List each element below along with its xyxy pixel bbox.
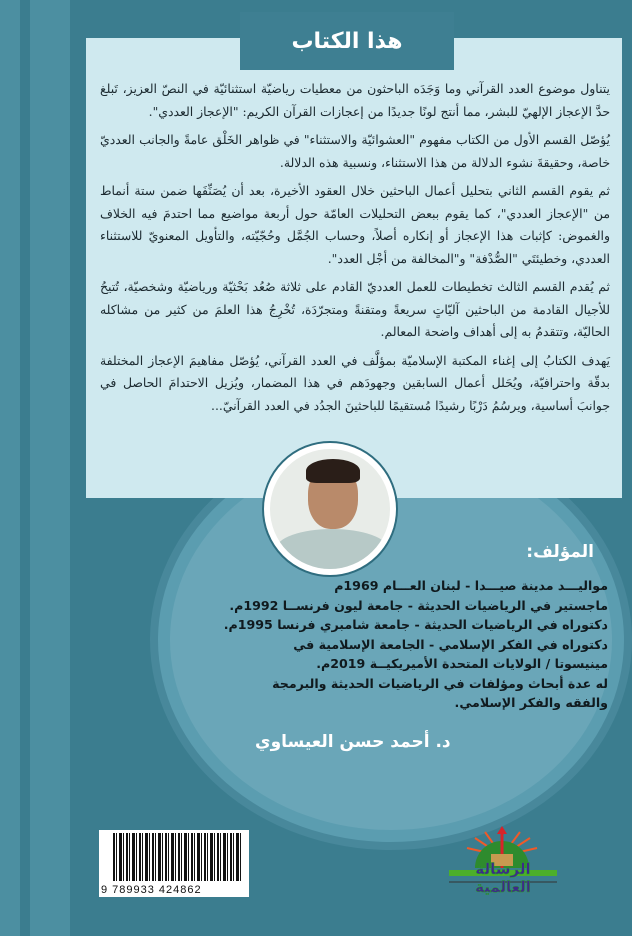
section-title — [240, 12, 454, 70]
decorative-stripe — [0, 0, 20, 936]
bio-line: مواليـــد مدينة صيـــدا - لبنان العـــام 1969م — [334, 578, 608, 593]
bio-line: مينيسوتا / الولايات المتحدة الأميريكيــة 2019م. — [316, 656, 608, 671]
paragraph: ثم يُقدم القسم الثالث تخطيطات للعمل العدديّ القادم على ثلاثة صُعُد بَحْثيّة ورياضيّة وشخصيّة، تُتيحُ للأجيال القادمة من الباحثين آليّاتٍ سريعةً ومتقنةً ومتجرّدَة، تُخْرِجُ هذا العلمَ من كثير من مشاكله الحاليّة، وتتقدمُ به إلى أهداف واضحة المعالم. — [100, 279, 610, 339]
bio-line: دكتوراه في الرياضيات الحديثة - جامعة شامبري فرنسا 1995م. — [223, 617, 608, 632]
decorative-stripe — [30, 0, 70, 936]
barcode — [99, 830, 249, 897]
bio-line: دكتوراه في الفكر الإسلامي - الجامعة الإسلامية في — [293, 636, 608, 652]
author-bio — [208, 576, 608, 713]
book-description — [100, 78, 610, 423]
publisher-logo-text: الرسالة العالمية — [475, 860, 531, 896]
paragraph: ثم يقوم القسم الثاني بتحليل أعمال الباحثين خلال العقود الأخيرة، بعد أن يُصَنِّفَها ضمن ستة أنماط من "الإعجاز العددي"، كما يقوم ببعض التحليلات العامّة حول أربعة مواضيع مما احتدمَ فيه الخلاف والغموض: كإثبات هذا الإعجاز أو إنكاره أصلاً، وحساب الجُمَّل وحُجّيّته، والتأويل المعنويّ للاستثناء العددي، وخطيئتَي "الصُّدْفة" و"المخالفة من أجْل العدد". — [100, 183, 610, 266]
isbn-number: 9 789933 424862 — [101, 884, 202, 896]
paragraph: يَهدف الكتابُ إلى إغناء المكتبة الإسلاميّة بمؤلَّف في العدد القرآني، يُؤصّل مفاهيمَ الإعجاز المختلفة بدقّة واحترافيّة، ويُحَلل أعمال السابقين وجهودَهم في هذا المضمار، ويُزيل الاحتدامَ الحاصل في جوانبَ أساسية، ويرسُمُ دَرْبًا رشيدًا مُستقيمًا للباحثينَ الجدُد في العدد القرآنيّ... — [100, 352, 610, 413]
author-photo — [262, 441, 398, 577]
author-heading: المؤلف: — [526, 542, 594, 562]
bio-line: ماجستير في الرياضيات الحديثة - جامعة ليون فرنســا 1992م. — [229, 597, 608, 613]
paragraph: يُؤصّل القسم الأول من الكتاب مفهوم "العشوائيّة والاستثناء" في ظواهر الخَلْق عامةً والجانب العدديّ خاصة، وحقيقةَ نشوء الدلالة من هذا الاستثناء، ونسبية هذه الدلالة. — [100, 132, 610, 170]
bio-line: والفقه والفكر الإسلامي. — [454, 695, 608, 710]
section-title-text: هذا الكتاب — [291, 28, 403, 54]
author-name: د. أحمد حسن العيساوي — [255, 732, 451, 752]
barcode-bars — [113, 833, 241, 881]
bio-line: له عدة أبحاث ومؤلفات في الرياضيات الحديثة والبرمجة — [272, 675, 608, 691]
paragraph: يتناول موضوع العدد القرآني وما وَجَدَه الباحثون من معطيات رياضيّة استثنائيّة في النصّ العزيز، تَبلغ حدَّ الإعجاز الإلهيّ للبشر، مما أنتج لونًا جديدًا من إعجازات القرآن الكريم: "الإعجاز العددي". — [100, 81, 610, 119]
